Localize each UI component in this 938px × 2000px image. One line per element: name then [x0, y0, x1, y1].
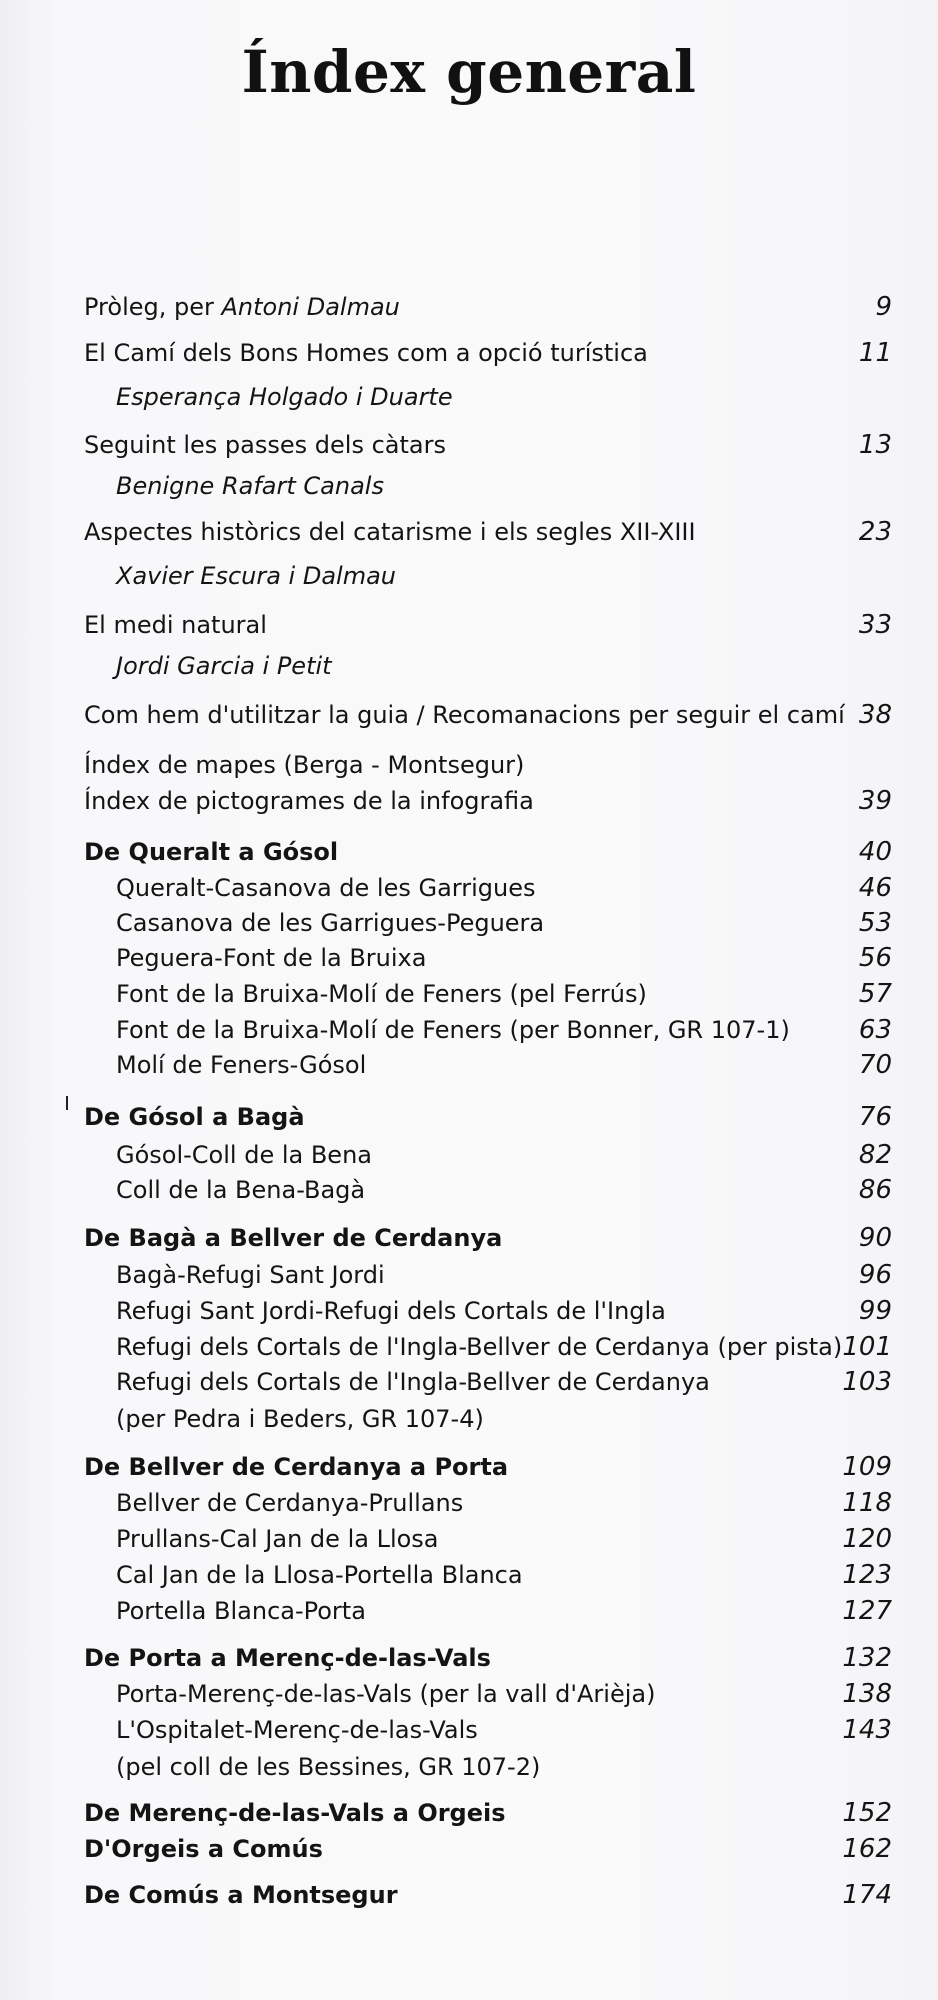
toc-entry-label: Refugi dels Cortals de l'Ingla-Bellver de Cerdanya [116, 1368, 710, 1396]
toc-page-number: 96 [858, 1260, 892, 1290]
toc-page-number: 101 [842, 1332, 892, 1362]
toc-entry-author-line [84, 558, 892, 594]
toc-page-number: 13 [858, 430, 892, 460]
toc-entry-label: Refugi dels Cortals de l'Ingla-Bellver de Cerdanya (per pista) [116, 1333, 843, 1361]
toc-entry-label: Coll de la Bena-Bagà [116, 1176, 366, 1204]
toc-page-number: 76 [858, 1102, 892, 1132]
toc-entry-label: El medi natural [84, 611, 267, 639]
toc-entry-index-mapes[interactable] [84, 747, 892, 783]
toc-entry-label: Cal Jan de la Llosa-Portella Blanca [116, 1561, 523, 1589]
toc-page-number: 46 [858, 873, 892, 903]
toc-entry[interactable] [84, 1364, 892, 1400]
toc-entry[interactable] [84, 1521, 892, 1557]
toc-section-label: De Bellver de Cerdanya a Porta [84, 1453, 509, 1481]
toc-section-label: De Queralt a Gósol [84, 838, 339, 866]
toc-section-label: De Porta a Merenç-de-las-Vals [84, 1644, 491, 1672]
toc-entry-continuation [84, 1749, 892, 1785]
toc-page-number: 53 [858, 908, 892, 938]
toc-entry[interactable] [84, 976, 892, 1012]
toc-entry[interactable] [84, 1329, 892, 1365]
toc-entry-label: Portella Blanca-Porta [116, 1597, 366, 1625]
toc-entry-label: Bagà-Refugi Sant Jordi [116, 1261, 385, 1289]
toc-page-number: 38 [858, 700, 892, 730]
toc-section-baga-bellver[interactable] [84, 1220, 892, 1256]
toc-entry-label: Porta-Merenç-de-las-Vals (per la vall d'Arièja) [116, 1680, 656, 1708]
toc-page-number: 120 [842, 1524, 892, 1554]
toc-entry-label: (per Pedra i Beders, GR 107-4) [116, 1405, 484, 1433]
toc-section-orgeis-comus[interactable] [84, 1831, 892, 1867]
toc-page-number: 39 [858, 786, 892, 816]
toc-section-label: De Bagà a Bellver de Cerdanya [84, 1224, 503, 1252]
toc-entry-label: Gósol-Coll de la Bena [116, 1141, 372, 1169]
toc-entry[interactable] [84, 1712, 892, 1748]
toc-page-number: 86 [858, 1175, 892, 1205]
toc-page-number: 152 [842, 1798, 892, 1828]
toc-entry-label: L'Ospitalet-Merenç-de-las-Vals [116, 1716, 478, 1744]
toc-entry-medi[interactable] [84, 607, 892, 643]
toc-entry-label: Índex de pictogrames de la infografia [84, 787, 534, 815]
toc-entry-author-line [84, 648, 892, 684]
toc-section-gosol-baga[interactable] [84, 1099, 892, 1135]
toc-entry-author-line [84, 468, 892, 504]
toc-section-merenc-orgeis[interactable] [84, 1795, 892, 1831]
toc-entry-label: Prullans-Cal Jan de la Llosa [116, 1525, 439, 1553]
toc-entry-label: Peguera-Font de la Bruixa [116, 944, 427, 972]
toc-page-number: 138 [842, 1679, 892, 1709]
toc-entry[interactable] [84, 905, 892, 941]
toc-entry[interactable] [84, 1012, 892, 1048]
toc-section-label: D'Orgeis a Comús [84, 1835, 323, 1863]
toc-page-number: 56 [858, 943, 892, 973]
toc-entry-author: Benigne Rafart Canals [116, 472, 384, 500]
toc-entry[interactable] [84, 1593, 892, 1629]
toc-section-label: De Merenç-de-las-Vals a Orgeis [84, 1799, 506, 1827]
toc-section-bellver-porta[interactable] [84, 1449, 892, 1485]
toc-entry[interactable] [84, 1137, 892, 1173]
toc-section-porta-merenc[interactable] [84, 1640, 892, 1676]
toc-section-label: De Gósol a Bagà [84, 1103, 305, 1131]
toc-page-number: 70 [858, 1050, 892, 1080]
toc-entry[interactable] [84, 870, 892, 906]
toc-page-number: 143 [842, 1715, 892, 1745]
toc-entry-label: Seguint les passes dels càtars [84, 431, 446, 459]
toc-entry-label: Bellver de Cerdanya-Prullans [116, 1489, 464, 1517]
toc-entry-label: (pel coll de les Bessines, GR 107-2) [116, 1753, 541, 1781]
toc-page-number: 11 [858, 338, 892, 368]
toc-page-number: 127 [842, 1596, 892, 1626]
toc-page-number: 40 [858, 837, 892, 867]
toc-entry-guia[interactable] [84, 697, 892, 733]
toc-entry-author: Xavier Escura i Dalmau [116, 562, 397, 590]
toc-entry-aspectes[interactable] [84, 514, 892, 550]
toc-entry[interactable] [84, 940, 892, 976]
toc-page-number: 103 [842, 1367, 892, 1397]
toc-entry[interactable] [84, 1293, 892, 1329]
toc-entry-label: Queralt-Casanova de les Garrigues [116, 874, 536, 902]
toc-entry-cami-bons-homes[interactable] [84, 335, 892, 371]
toc-page-number: 23 [858, 517, 892, 547]
toc-entry-continuation [84, 1401, 892, 1437]
page-title: Índex general [241, 38, 697, 106]
toc-entry-label: Índex de mapes (Berga - Montsegur) [84, 751, 525, 779]
toc-entry-author: Jordi Garcia i Petit [116, 652, 332, 680]
toc-entry-author: Antoni Dalmau [221, 293, 400, 321]
toc-page-number: 9 [875, 292, 892, 322]
toc-page-number: 63 [858, 1015, 892, 1045]
toc-page-number: 57 [858, 979, 892, 1009]
toc-page-number: 33 [858, 610, 892, 640]
toc-entry[interactable] [84, 1557, 892, 1593]
toc-section-label: De Comús a Montsegur [84, 1881, 398, 1909]
toc-entry[interactable] [84, 1172, 892, 1208]
toc-entry-passes-catars[interactable] [84, 427, 892, 463]
toc-entry[interactable] [84, 1676, 892, 1712]
toc-page-number: 109 [842, 1452, 892, 1482]
toc-page-number: 82 [858, 1140, 892, 1170]
toc-entry-index-pictogrames[interactable] [84, 783, 892, 819]
toc-entry-label: Font de la Bruixa-Molí de Feners (per Bonner, GR 107-1) [116, 1016, 790, 1044]
toc-page-number: 118 [842, 1488, 892, 1518]
toc-entry-label: Refugi Sant Jordi-Refugi dels Cortals de l'Ingla [116, 1297, 666, 1325]
toc-entry-label: Molí de Feners-Gósol [116, 1051, 367, 1079]
toc-section-queralt-gosol[interactable] [84, 834, 892, 870]
toc-page-number: 174 [842, 1880, 892, 1910]
toc-entry-label: Pròleg, per [84, 293, 222, 321]
toc-page-number: 162 [842, 1834, 892, 1864]
toc-page-number: 132 [842, 1643, 892, 1673]
toc-page-number: 123 [842, 1560, 892, 1590]
toc-entry-label: Aspectes històrics del catarisme i els segles XII-XIII [84, 518, 696, 546]
toc-page-number: 90 [858, 1223, 892, 1253]
toc-entry[interactable] [84, 1047, 892, 1083]
toc-entry-label: Com hem d'utilitzar la guia / Recomanacions per seguir el camí [84, 701, 845, 729]
toc-entry-author-line [84, 379, 892, 415]
toc-page-number: 99 [858, 1296, 892, 1326]
toc-entry-label: Casanova de les Garrigues-Peguera [116, 909, 545, 937]
toc-entry[interactable] [84, 1257, 892, 1293]
toc-entry-label: Font de la Bruixa-Molí de Feners (pel Ferrús) [116, 980, 647, 1008]
toc-entry-label: El Camí dels Bons Homes com a opció turística [84, 339, 648, 367]
ink-mark [66, 1096, 68, 1110]
toc-entry[interactable] [84, 1485, 892, 1521]
toc-entry-proleg[interactable] [84, 289, 892, 325]
toc-entry-author: Esperança Holgado i Duarte [116, 383, 453, 411]
toc-section-comus-montsegur[interactable] [84, 1877, 892, 1913]
